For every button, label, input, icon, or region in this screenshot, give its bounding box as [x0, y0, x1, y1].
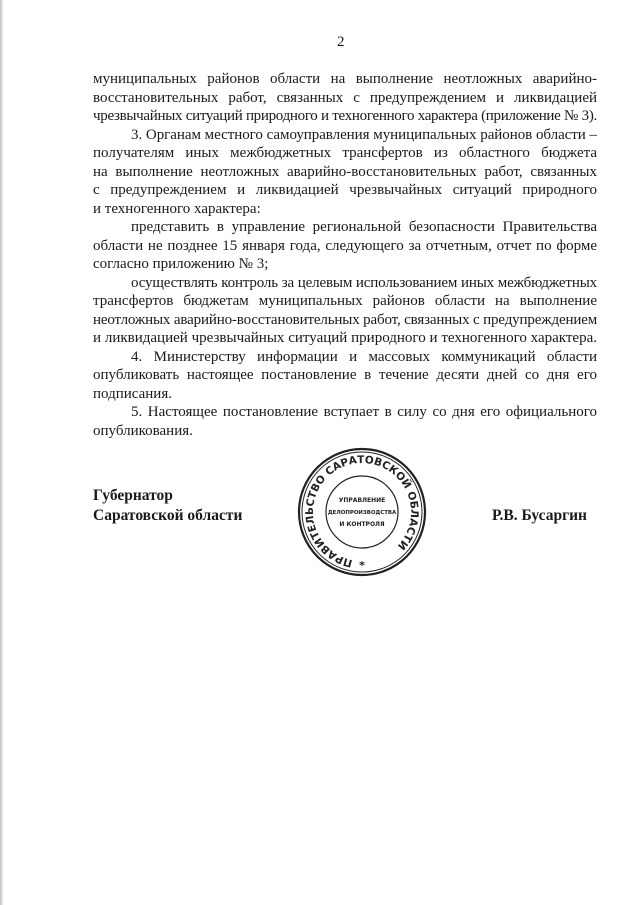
text-line: опубликовать настоящее постановление в течение десяти дней со дня его: [93, 367, 597, 383]
seal-center-line: УПРАВЛЕНИЕ: [338, 497, 386, 504]
seal-center-line: И КОНТРОЛЯ: [339, 521, 385, 528]
paragraph-5-start: 5. Настоящее постановление вступает в силу со дня его официального: [131, 404, 597, 420]
seal-center-line: ДЕЛОПРОИЗВОДСТВА: [327, 510, 397, 516]
text-line: и ликвидацией чрезвычайных ситуаций природного и техногенного характера.: [93, 330, 597, 346]
text-line: получателям иных межбюджетных трансфертов из областного бюджета: [93, 145, 597, 161]
paragraph-4-start: 4. Министерству информации и массовых коммуникаций области: [131, 348, 597, 365]
signatory-name: Р.В. Бусаргин: [492, 507, 587, 524]
text-line: области не позднее 15 января года, следующего за отчетным, отчет по форме: [93, 237, 597, 254]
scan-edge: [0, 0, 3, 905]
page-number: 2: [337, 34, 345, 50]
position-line: Губернатор: [93, 487, 173, 504]
text-line: представить в управление региональной безопасности Правительства: [131, 219, 597, 235]
text-line: чрезвычайных ситуаций природного и техногенного характера (приложение № 3).: [93, 108, 597, 124]
paragraph-3-start: 3. Органам местного самоуправления муниципальных районов области –: [131, 126, 597, 143]
text-line: с предупреждением и ликвидацией чрезвычайных ситуаций природного: [93, 182, 597, 198]
text-line: согласно приложению № 3;: [93, 256, 269, 272]
text-line: неотложных аварийно-восстановительных работ, связанных с предупреждением: [93, 311, 598, 328]
text-line: и техногенного характера:: [93, 200, 261, 217]
text-line: трансфертов бюджетам муниципальных районов области на выполнение: [93, 293, 597, 309]
seal-star-icon: *: [359, 559, 365, 572]
text-line: муниципальных районов области на выполнение неотложных аварийно-: [93, 71, 597, 87]
text-line: опубликования.: [93, 422, 193, 439]
position-line: Саратовской области: [93, 507, 243, 524]
text-line: подписания.: [93, 385, 172, 402]
official-seal: [296, 446, 428, 578]
seal-ring-text: ПРАВИТЕЛЬСТВО САРАТОВСКОЙ ОБЛАСТИ: [303, 453, 421, 569]
text-line: осуществлять контроль за целевым использованием иных межбюджетных: [131, 274, 597, 291]
text-line: восстановительных работ, связанных с предупреждением и ликвидацией: [93, 89, 597, 106]
text-line: на выполнение неотложных аварийно-восстановительных работ, связанных: [93, 163, 597, 180]
signatory-position: [93, 486, 242, 526]
